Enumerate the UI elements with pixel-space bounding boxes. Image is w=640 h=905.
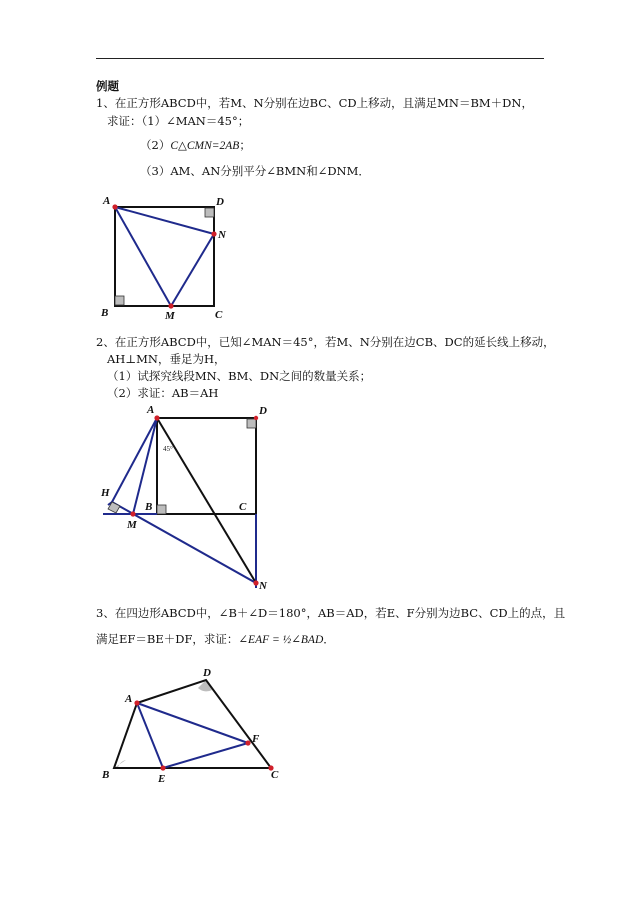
label-a: A <box>103 195 111 207</box>
point-m <box>168 303 173 308</box>
label-c-3: C <box>271 769 279 781</box>
segment-ef <box>163 743 248 768</box>
label-a-2: A <box>147 404 155 416</box>
label-a-3: A <box>125 693 133 705</box>
problem-1-line-3: （2）C△CMN=2AB； <box>140 138 251 152</box>
label-e-3: E <box>158 773 166 785</box>
problem-2-line-2: AH⊥MN，垂足为H， <box>107 352 226 366</box>
angle-45-label: 45° <box>163 445 173 453</box>
problem-1-line-1: 1、在正方形ABCD中，若M、N分别在边BC、CD上移动，且满足MN＝BM＋DN， <box>96 96 533 110</box>
label-f-3: F <box>252 733 260 745</box>
problem-3-line-2: 满足EF＝BE＋DF，求证：∠EAF = ½∠BAD． <box>96 632 335 646</box>
problem-3-line-1: 3、在四边形ABCD中，∠B＋∠D＝180°，AB＝AD，若E、F分别为边BC、CD上的点，且 <box>96 606 566 620</box>
point-f-3 <box>245 740 250 745</box>
segment-am-2 <box>133 418 157 514</box>
point-d-2 <box>254 416 258 420</box>
label-h-2: H <box>101 487 110 499</box>
point-n <box>211 231 216 236</box>
figure-1-shapes <box>112 204 216 308</box>
label-m-2: M <box>127 519 137 531</box>
segment-am <box>115 207 171 306</box>
angle-formula: ∠EAF = ½∠BAD <box>238 634 324 646</box>
figure-2-shapes <box>103 415 259 588</box>
problem-2-line-3: （1）试探究线段MN、BM、DN之间的数量关系； <box>107 369 372 383</box>
figure-3-shapes <box>114 680 274 771</box>
point-a-2 <box>154 415 159 420</box>
label-n-2: N <box>259 580 267 592</box>
point-n-2 <box>253 580 258 585</box>
label-d-2: D <box>259 405 267 417</box>
segment-ah <box>112 418 157 502</box>
right-angle-d-2 <box>247 419 256 428</box>
point-a-3 <box>134 700 139 705</box>
point-m-2 <box>130 511 135 516</box>
segment-ae <box>137 703 163 768</box>
label-b-3: B <box>102 769 110 781</box>
problem-1-line-2: 求证：（1）∠MAN＝45°； <box>107 114 250 128</box>
segment-an <box>115 207 214 234</box>
segment-af <box>137 703 248 743</box>
problem-2-line-1: 2、在正方形ABCD中，已知∠MAN＝45°，若M、N分别在边CB、DC的延长线上移动， <box>96 335 555 349</box>
label-d-3: D <box>203 667 211 679</box>
label-n: N <box>218 229 226 241</box>
label-c: C <box>215 309 223 321</box>
label-d: D <box>216 196 224 208</box>
square-abcd <box>115 207 214 306</box>
perimeter-formula: C△CMN=2AB <box>170 140 240 152</box>
problem-1-line-4: （3）AM、AN分别平分∠BMN和∠DNM． <box>140 164 370 178</box>
section-heading: 例题 <box>96 79 119 93</box>
label-b-2: B <box>145 501 153 513</box>
segment-mn <box>171 234 214 306</box>
problem-2-line-4: （2）求证：AB＝AH <box>107 386 219 400</box>
point-e-3 <box>160 765 165 770</box>
label-m: M <box>165 310 175 322</box>
label-b: B <box>101 307 109 319</box>
right-angle-b <box>115 296 124 305</box>
right-angle-d <box>205 208 214 217</box>
point-a <box>112 204 117 209</box>
right-angle-b-2 <box>157 505 166 514</box>
label-c-2: C <box>239 501 247 513</box>
